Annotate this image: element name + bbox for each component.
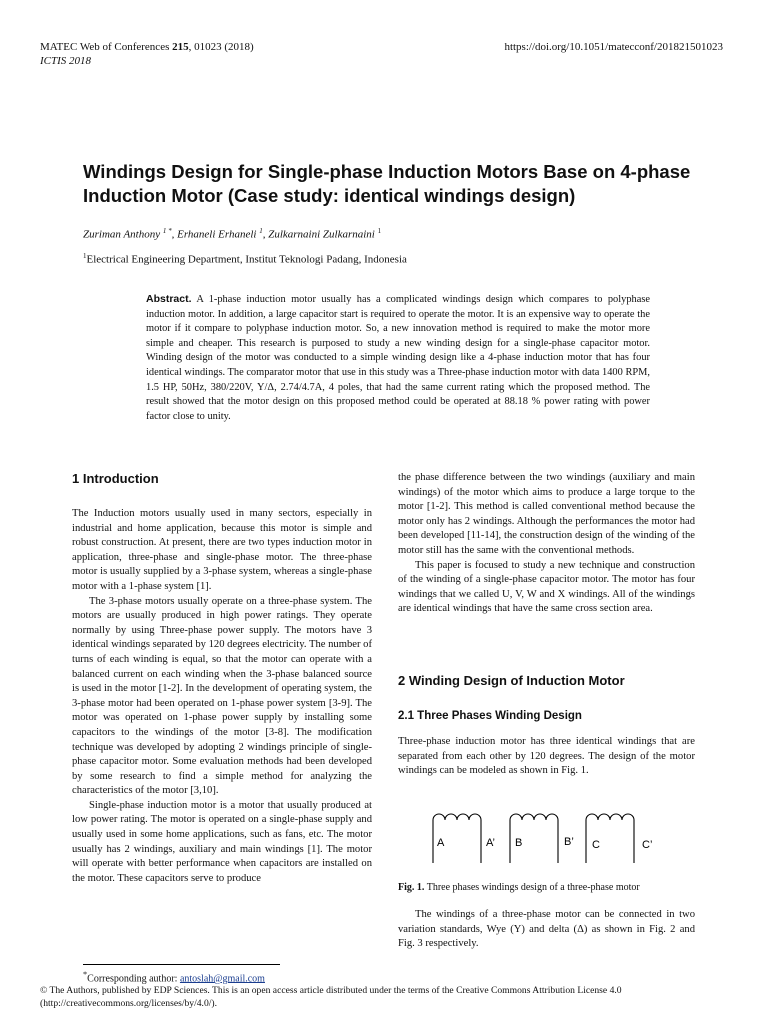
left-column (72, 507, 372, 886)
author-1-sup: 1 * (162, 227, 172, 235)
section-1-heading: 1 Introduction (72, 471, 159, 486)
right-column-top (398, 471, 695, 617)
journal-issue: , 01023 (2018) (188, 41, 254, 53)
author-list: Zuriman Anthony $^{1 *}$, Erhaneli Erhaneli $^1$, Zulkarnaini Zulkarnaini $^1$ (83, 227, 382, 241)
affiliation-text: Electrical Engineering Department, Institut Teknologi Padang, Indonesia (86, 253, 407, 266)
affiliation (83, 252, 407, 266)
license-line-2: (http://creativecommons.org/licenses/by/4.0/). (40, 998, 218, 1009)
connection-paragraph-block (398, 908, 695, 952)
intro-paragraph-4: the phase difference between the two windings (auxiliary and main windings) of the motor which aims to produce a large torque to the motor [1-2]. This method is called conventional method because the motor only has 2 windings. Although the performances the motor had been developed [11-14], the construction design of the winding of the motor still has the same with the conventional methods. (398, 472, 695, 556)
section-2-1-heading: 2.1 Three Phases Winding Design (398, 710, 582, 722)
section-2-1-paragraph (398, 735, 695, 779)
author-2-sup: 1 (259, 227, 263, 235)
footnote-rule (83, 964, 280, 965)
license-notice (40, 984, 622, 1010)
author-3: Zulkarnaini Zulkarnaini (268, 228, 375, 241)
author-2: Erhaneli Erhaneli (177, 228, 257, 241)
author-3-sup: 1 (377, 227, 382, 235)
intro-paragraph-5: This paper is focused to study a new technique and construction of the winding of a single-phase capacitor motor. The motor has four windings that we called U, V, W and X windings. All of the windings are identical windings that have the same cross section area. (398, 559, 695, 615)
license-line-1: © The Authors, published by EDP Sciences. This is an open access article distributed under the terms of the Creative Commons Attribution License 4.0 (40, 985, 622, 996)
conference-name: ICTIS 2018 (40, 55, 92, 67)
abstract-label: Abstract. (146, 293, 192, 305)
label-a-prime: A’ (486, 837, 495, 849)
abstract (146, 292, 650, 424)
label-b-prime: B’ (564, 836, 574, 848)
figure-1-caption-text: Three phases windings design of a three-phase motor (424, 882, 640, 893)
intro-paragraph-1: The Induction motors usually used in many sectors, especially in industrial and home application, because this motor is simple and robust construction. At present, there are two types induction motor in application, three-phase and single-phase motor. The three-phase motor is usually supplied by a 3-phase system, whereas a single-phase motor with a 1-phase system [1]. (72, 508, 372, 592)
intro-paragraph-2: The 3-phase motors usually operate on a three-phase system. The motors are usually produced in high power ratings. They operate normally by using Three-phase power supply. The motors have 3 identical windings separated by 120 degrees electricity. The number of turns of each winding is equal, so that the motor can operate with a balanced current on each winding when the 3-phase balanced source is used in the motor [1-2]. In the development of operating system, the 3-phase motor had been operated on 1-phase power system [3-9]. The motor was operated on 1-phase power supply by installing some capacitors to the windings of the motor [3-8]. The modification technique was developed by adopting 2 windings principle of single-phase capacitor motor. Some evaluation methods had been developed by some research to find a simple method for analyzing the characteristics of the motor [3,10]. (72, 595, 372, 797)
connection-paragraph: The windings of a three-phase motor can be connected in two variation standards, Wye (Y) and delta (Δ) as shown in Fig. 2 and Fig. 3 respectively. (398, 909, 695, 950)
footnote (83, 968, 265, 985)
journal-volume: 215 (172, 41, 189, 53)
label-b: B (515, 837, 523, 849)
three-phase-windings-figure (420, 808, 680, 868)
author-1: Zuriman Anthony (83, 228, 161, 241)
paper-title: Windings Design for Single-phase Induction Motors Base on 4-phase Induction Motor (Case study: identical windings design) (83, 161, 691, 206)
label-c: C (592, 839, 600, 851)
winding-paragraph: Three-phase induction motor has three identical windings that are separated from each other by 120 degrees. The design of the motor windings can be modeled as shown in Fig. 1. (398, 736, 695, 777)
author-email-link[interactable]: antoslah@gmail.com (179, 973, 265, 985)
footnote-text: Corresponding author: (87, 973, 180, 985)
label-c-prime: C’ (642, 839, 653, 851)
journal-header (40, 40, 254, 54)
footnote-star: * (83, 970, 88, 979)
figure-1-label: Fig. 1. (398, 882, 425, 893)
journal-name: MATEC Web of Conferences (40, 41, 173, 53)
label-a: A (437, 837, 445, 849)
figure-1-caption (398, 882, 640, 893)
intro-paragraph-3: Single-phase induction motor is a motor that usually produced at low power rating. The motor is operated on a single-phase supply and usually used in some home applications, such as fans, etc. The motor usually has 2 windings, auxiliary and main windings [1]. The motor will operate with better performance when capacitors are installed on the motor. These capacitors serve to produce (72, 799, 372, 884)
section-2-heading: 2 Winding Design of Induction Motor (398, 673, 625, 688)
affiliation-sup: 1 (83, 252, 87, 260)
abstract-text: A 1-phase induction motor usually has a complicated windings design which compares to polyphase induction motor. In addition, a large capacitor start is required to operate the motor. It is an expensive way to operate the motor if it compare to polyphase induction motor. So, a new innovation method is required to make the motor more simple and cheaper. This research is purposed to study a new winding design for a single-phase capacitor motor. Winding design of the motor was conducted to a simple winding design like a 4-phase induction motor that has four identical windings. The comparator motor that use in this study was a Three-phase induction motor with data 1400 RPM, 1.5 HP, 50Hz, 380/220V, Y/Δ, 2.74/4.7A, 4 poles, that had the same current rating which the proposed method. The result showed that the motor design on this proposed method could be operated at 88.18 % power rating with power factor close to unity. (146, 294, 650, 422)
doi-link[interactable]: https://doi.org/10.1051/matecconf/201821501023 (504, 41, 723, 53)
